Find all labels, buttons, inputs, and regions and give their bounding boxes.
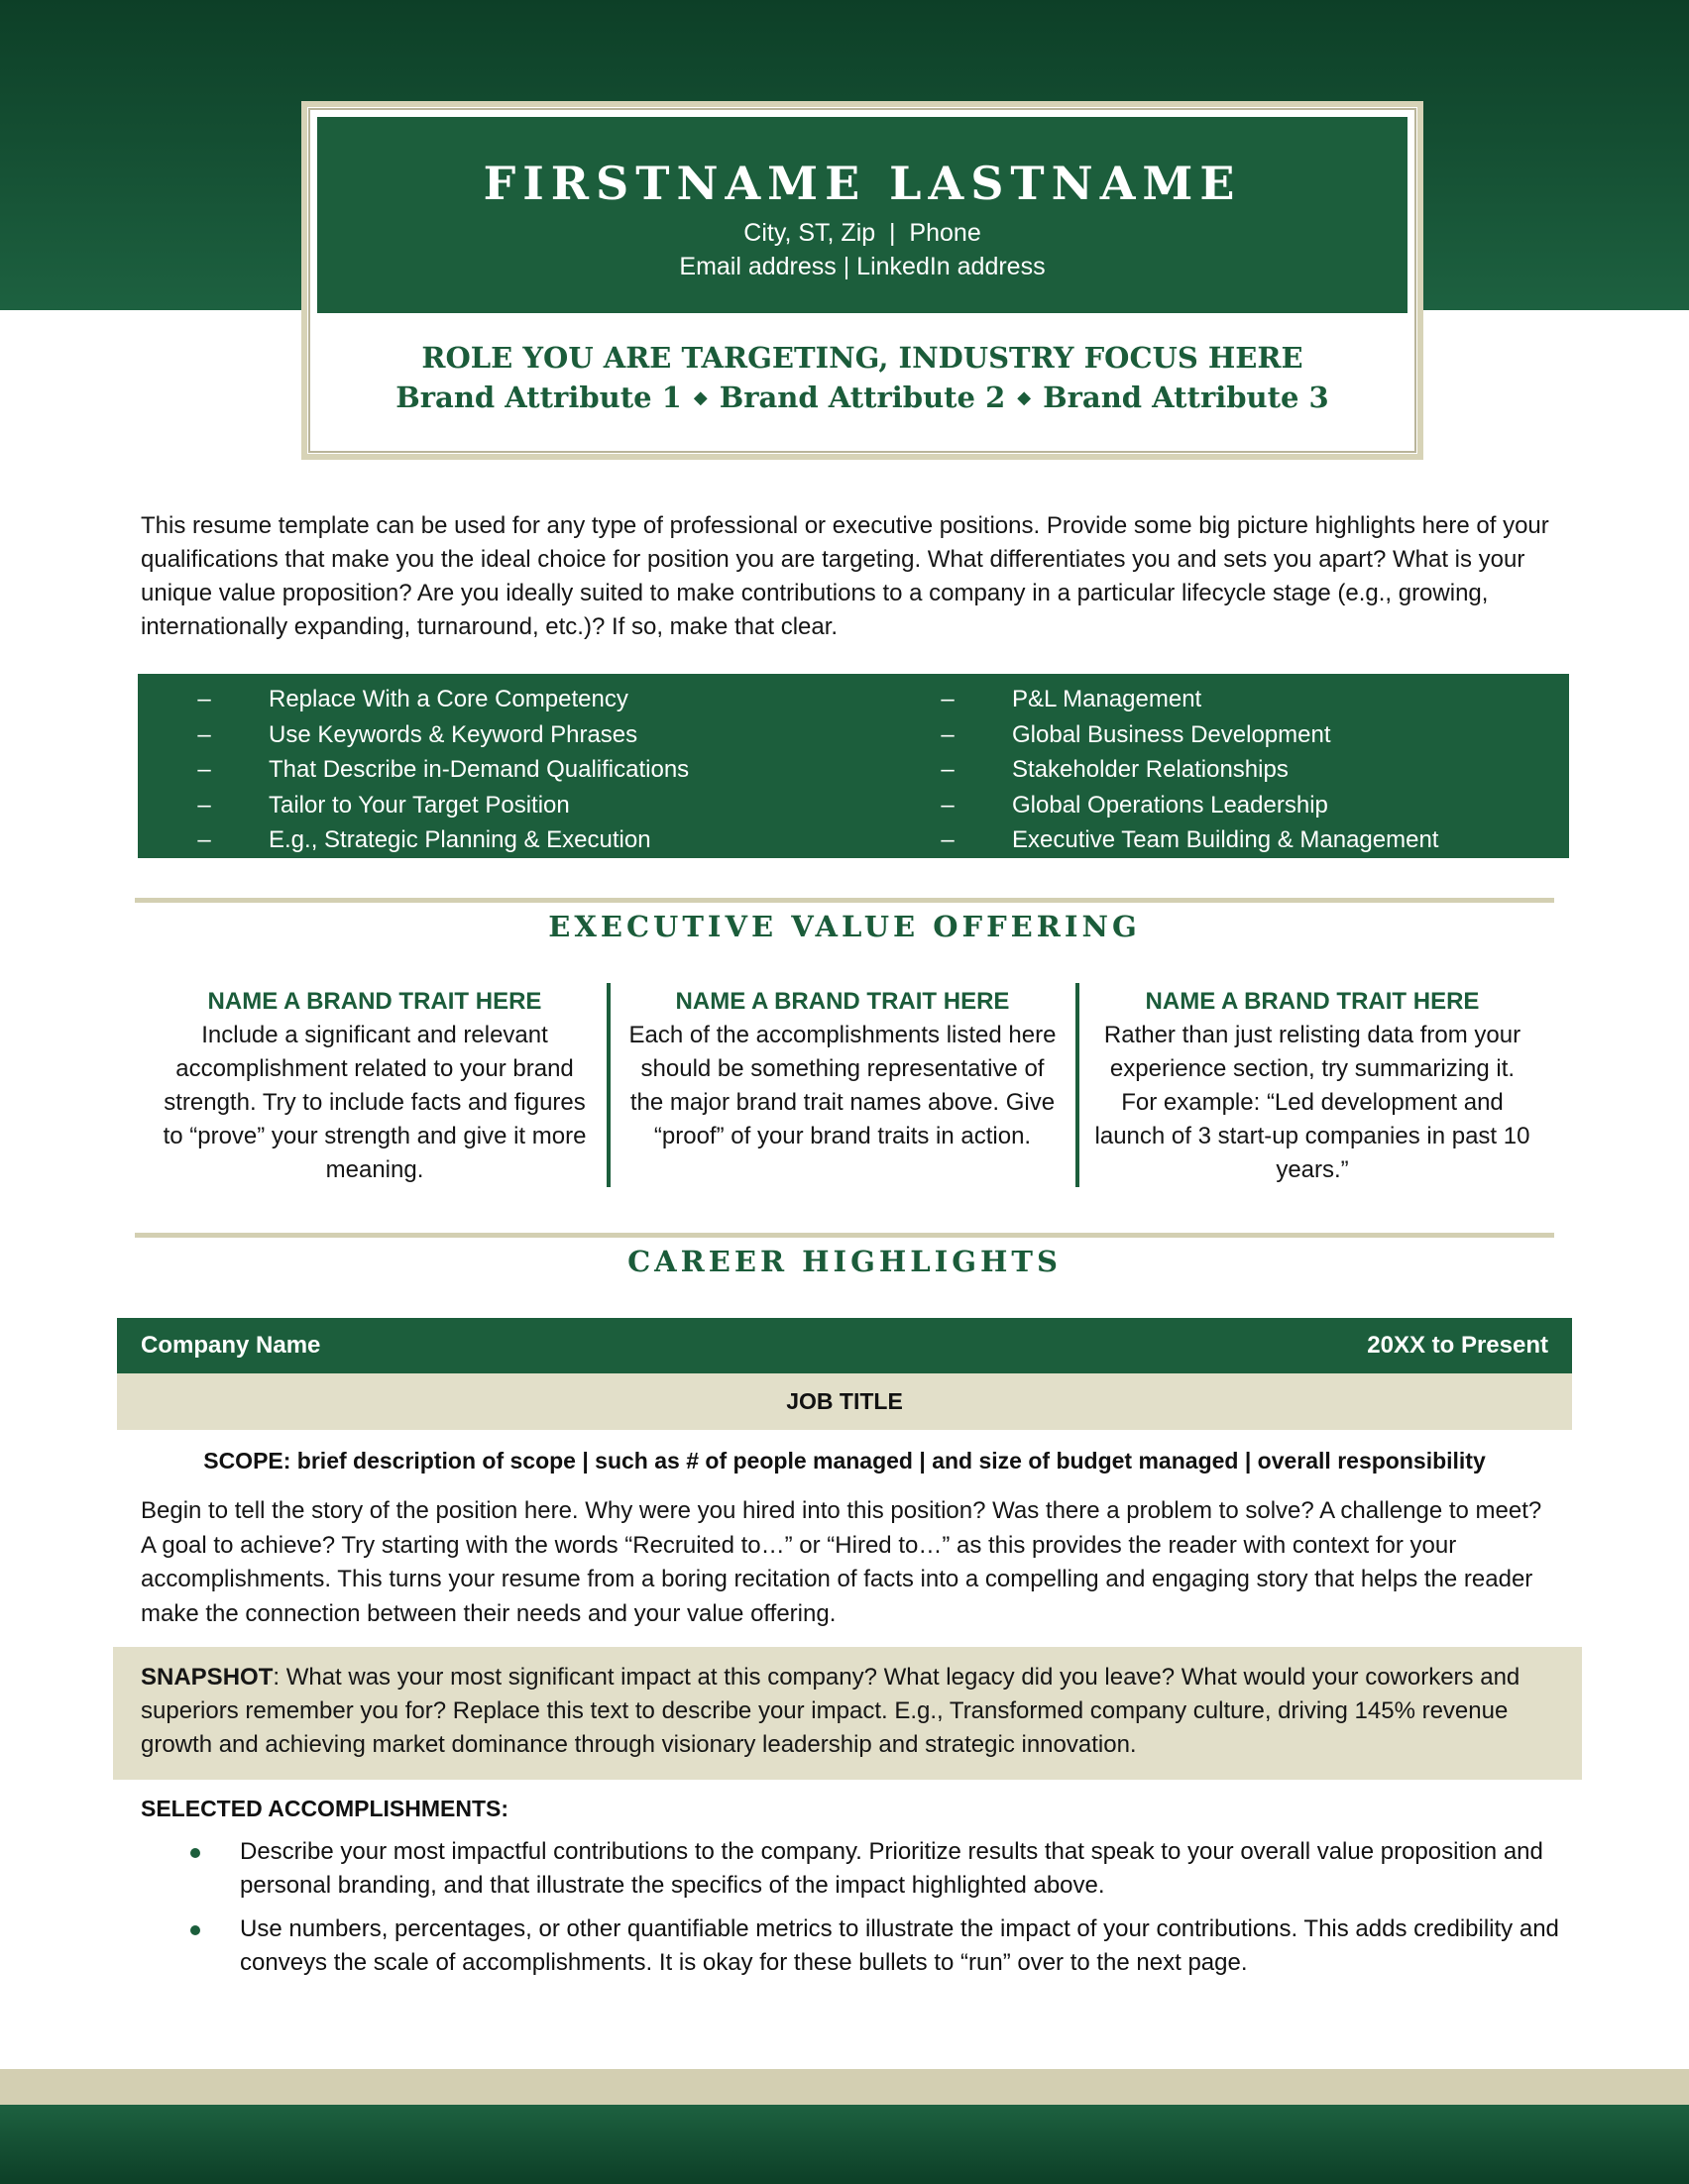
employment-dates: 20XX to Present bbox=[1367, 1332, 1548, 1359]
company-bar bbox=[117, 1318, 1572, 1373]
brand-trait-heading: NAME A BRAND TRAIT HERE bbox=[1145, 988, 1480, 1015]
snapshot-text: : What was your most significant impact at this company? What legacy did you leave? What would your coworkers and superiors remember you for? Replace this text to describe your impact. E.g., Transformed company culture, driving 145% revenue growth and achieving market dominance through visionary leadership and strategic innovation. bbox=[141, 1664, 1520, 1758]
scope-line: SCOPE: brief description of scope | such as # of people managed | and size of budget managed | overall responsibility bbox=[203, 1448, 1486, 1474]
contact-line-1: City, ST, Zip | Phone bbox=[743, 219, 981, 247]
brand-attribute: Brand Attribute 3 bbox=[1043, 381, 1329, 414]
bullet-icon bbox=[190, 1925, 200, 1935]
accomplishments-heading: SELECTED ACCOMPLISHMENTS: bbox=[141, 1796, 508, 1821]
target-role bbox=[307, 341, 1417, 414]
brand-attribute: Brand Attribute 2 bbox=[719, 381, 1006, 414]
role-title: ROLE YOU ARE TARGETING, INDUSTRY FOCUS HERE bbox=[421, 341, 1303, 375]
section-divider bbox=[135, 1233, 1554, 1238]
snapshot-box bbox=[113, 1647, 1582, 1780]
list-item: Use numbers, percentages, or other quantifiable metrics to illustrate the impact of your contributions. This adds credibility and conveys the scale of accomplishments. It is okay for these bullets to “run” over to the next page. bbox=[141, 1912, 1568, 1980]
section-title-value-offering: EXECUTIVE VALUE OFFERING bbox=[548, 910, 1141, 943]
value-offering-column bbox=[1094, 985, 1530, 1187]
section-divider bbox=[135, 898, 1554, 903]
column-divider bbox=[607, 983, 611, 1187]
competency-item: – Use Keywords & Keyword Phrases bbox=[197, 720, 638, 748]
summary-paragraph: This resume template can be used for any type of professional or executive positions. Provide some big picture highlights here of your qualifications that make you the ideal choice for position you are targeting. What differentiates you and sets you apart? What is your unique value proposition? Are you ideally suited to make contributions to a company in a particular lifecycle stage (e.g., growing, internationally expanding, turnaround, etc.)? If so, make that clear. bbox=[141, 512, 1549, 640]
competency-item: – Tailor to Your Target Position bbox=[197, 791, 570, 819]
job-title: JOB TITLE bbox=[117, 1373, 1572, 1430]
competency-item: – Global Business Development bbox=[941, 720, 1331, 748]
accomplishments-list bbox=[141, 1835, 1568, 1990]
brand-trait-heading: NAME A BRAND TRAIT HERE bbox=[675, 988, 1010, 1015]
brand-trait-text: Rather than just relisting data from your experience section, try summarizing it. For example: “Led development and launch of 3 start-up companies in past 10 years.” bbox=[1094, 1022, 1530, 1183]
brand-attribute: Brand Attribute 1 bbox=[395, 381, 682, 414]
competency-column-right bbox=[923, 682, 1438, 858]
name-panel bbox=[317, 117, 1408, 313]
competency-item: – Executive Team Building & Management bbox=[941, 826, 1439, 853]
bullet-icon bbox=[190, 1848, 200, 1858]
footer-band bbox=[0, 2105, 1689, 2184]
competency-column-left bbox=[179, 682, 689, 858]
competency-item: – Stakeholder Relationships bbox=[941, 756, 1289, 783]
brand-trait-text: Include a significant and relevant accomplishment related to your brand strength. Try to include facts and figures to “prove” your strength and give it more meaning. bbox=[163, 1022, 587, 1183]
contact-line-2: Email address | LinkedIn address bbox=[679, 253, 1046, 280]
diamond-icon: ◆ bbox=[693, 387, 708, 408]
company-name: Company Name bbox=[141, 1332, 321, 1359]
competency-item: – P&L Management bbox=[941, 686, 1202, 712]
column-divider bbox=[1075, 983, 1079, 1187]
competency-item: – Replace With a Core Competency bbox=[197, 686, 628, 712]
value-offering-column bbox=[157, 985, 593, 1187]
brand-attributes bbox=[307, 381, 1417, 414]
core-competencies bbox=[138, 674, 1569, 858]
footer-stripe bbox=[0, 2069, 1689, 2105]
competency-item: – E.g., Strategic Planning & Execution bbox=[197, 826, 651, 853]
candidate-name: FIRSTNAME LASTNAME bbox=[483, 157, 1242, 210]
position-story: Begin to tell the story of the position here. Why were you hired into this position? Was there a problem to solve? A challenge to meet? A goal to achieve? Try starting with the words “Recruited to…” or “Hired to…” as this provides the reader with context for your accomplishments. This turns your resume from a boring recitation of facts into a compelling and engaging story that helps the reader make the connection between their needs and your value offering. bbox=[141, 1497, 1542, 1627]
diamond-icon: ◆ bbox=[1017, 387, 1032, 408]
value-offering-column bbox=[624, 985, 1061, 1153]
snapshot-label: SNAPSHOT bbox=[141, 1664, 274, 1691]
competency-item: – Global Operations Leadership bbox=[941, 791, 1328, 819]
brand-trait-text: Each of the accomplishments listed here should be something representative of the major brand trait names above. Give “proof” of your brand traits in action. bbox=[628, 1022, 1057, 1149]
section-title-career-highlights: CAREER HIGHLIGHTS bbox=[627, 1245, 1062, 1278]
list-item: Describe your most impactful contributions to the company. Prioritize results that speak to your overall value proposition and personal branding, and that illustrate the specifics of the impact highlighted above. bbox=[141, 1835, 1568, 1903]
name-box bbox=[301, 101, 1423, 460]
brand-trait-heading: NAME A BRAND TRAIT HERE bbox=[207, 988, 542, 1015]
competency-item: – That Describe in-Demand Qualifications bbox=[197, 756, 690, 783]
